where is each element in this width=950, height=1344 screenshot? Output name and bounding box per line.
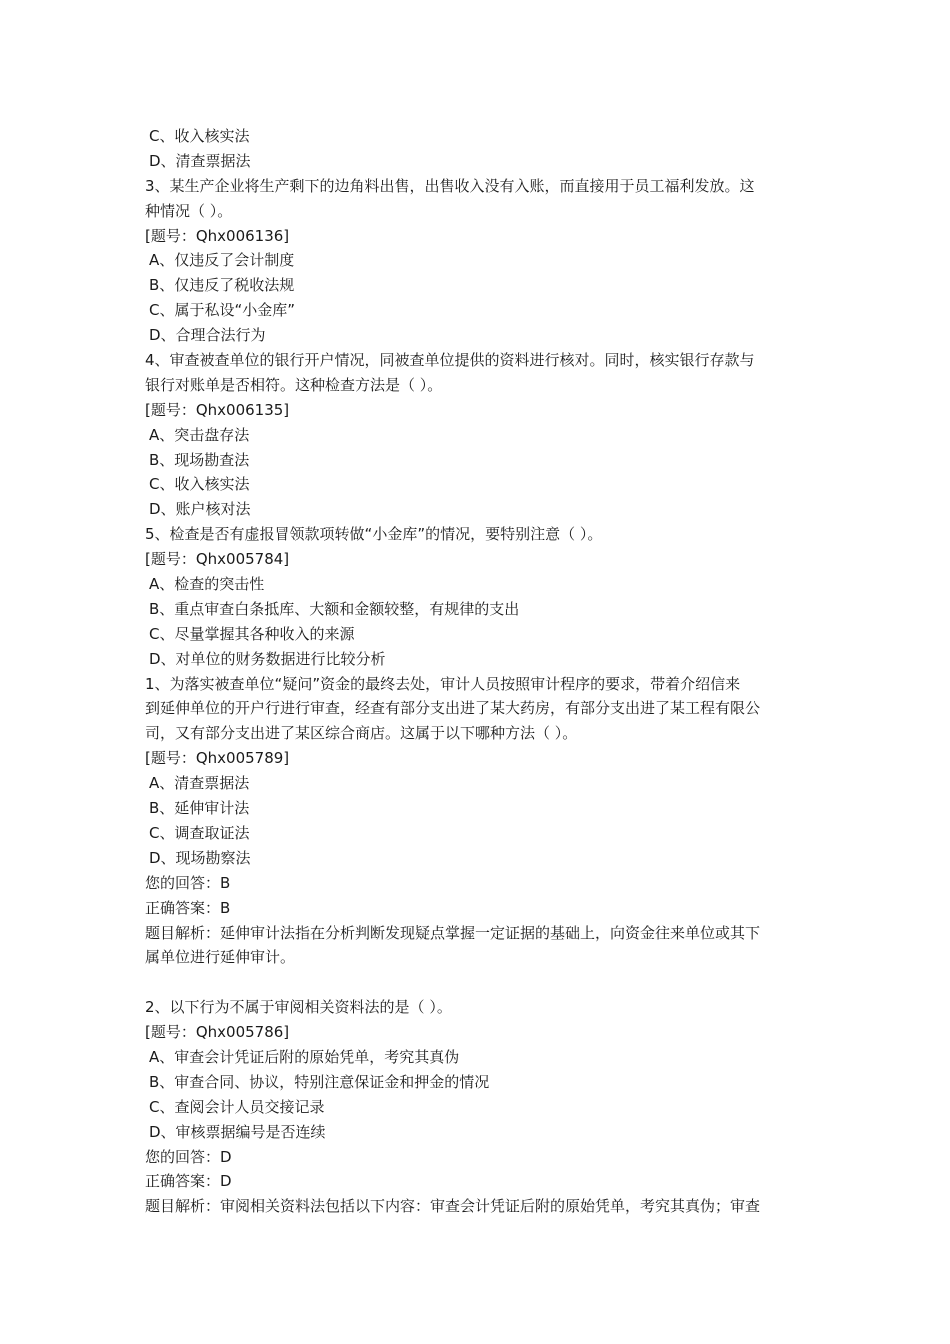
question-5-text: 5、检查是否有虚报冒领款项转做“小金库”的情况，要特别注意（ ）。 xyxy=(145,525,603,544)
option-d: D、现场勘察法 xyxy=(149,848,251,867)
option-c: C、尽量掌握其各种收入的来源 xyxy=(149,624,355,643)
option-d: D、清查票据法 xyxy=(149,151,251,170)
option-c: C、查阅会计人员交接记录 xyxy=(149,1097,325,1116)
question-1-text: 1、为落实被查单位“疑问”资金的最终去处，审计人员按照审计程序的要求，带着介绍信来 xyxy=(145,674,741,693)
correct-answer: 正确答案：D xyxy=(145,1172,232,1191)
question-1-text-cont: 到延伸单位的开户行进行审查，经查有部分支出进了某大药房，有部分支出进了某工程有限公 xyxy=(145,699,761,718)
option-d: D、合理合法行为 xyxy=(149,326,266,345)
option-a: A、检查的突击性 xyxy=(149,575,265,594)
explanation: 题目解析：延伸审计法指在分析判断发现疑点掌握一定证据的基础上，向资金往来单位或其下 xyxy=(145,923,761,942)
question-1-text-cont: 司，又有部分支出进了某区综合商店。这属于以下哪种方法（ ）。 xyxy=(145,724,578,743)
option-b: B、现场勘查法 xyxy=(149,450,250,469)
your-answer: 您的回答：D xyxy=(145,1147,232,1166)
option-b: B、仅违反了税收法规 xyxy=(149,276,295,295)
option-d: D、账户核对法 xyxy=(149,500,251,519)
question-3-text-cont: 种情况（ ）。 xyxy=(145,201,233,220)
option-a: A、清查票据法 xyxy=(149,774,250,793)
option-a: A、仅违反了会计制度 xyxy=(149,251,295,270)
option-a: A、审查会计凭证后附的原始凭单，考究其真伪 xyxy=(149,1047,460,1066)
question-4-text: 4、审查被查单位的银行开户情况，同被查单位提供的资料进行核对。同时，核实银行存款与 xyxy=(145,351,755,370)
document-page xyxy=(145,124,809,1219)
explanation: 题目解析：审阅相关资料法包括以下内容：审查会计凭证后附的原始凭单，考究其真伪；审查 xyxy=(145,1197,761,1216)
your-answer: 您的回答：B xyxy=(145,873,231,892)
question-id: [题号：Qhx006136] xyxy=(145,226,290,245)
question-id: [题号：Qhx005786] xyxy=(145,1023,290,1042)
explanation-cont: 属单位进行延伸审计。 xyxy=(145,948,296,967)
option-c: C、收入核实法 xyxy=(149,475,250,494)
question-4-text-cont: 银行对账单是否相符。这种检查方法是（ ）。 xyxy=(145,375,443,394)
option-b: B、重点审查白条抵库、大额和金额较整，有规律的支出 xyxy=(149,599,520,618)
option-d: D、审核票据编号是否连续 xyxy=(149,1122,326,1141)
option-c: C、属于私设“小金库” xyxy=(149,301,296,320)
question-id: [题号：Qhx005784] xyxy=(145,550,290,569)
option-b: B、延伸审计法 xyxy=(149,799,250,818)
option-d: D、对单位的财务数据进行比较分析 xyxy=(149,649,386,668)
option-c: C、调查取证法 xyxy=(149,823,250,842)
correct-answer: 正确答案：B xyxy=(145,898,231,917)
option-a: A、突击盘存法 xyxy=(149,425,250,444)
question-3-text: 3、某生产企业将生产剩下的边角料出售，出售收入没有入账，而直接用于员工福利发放。这 xyxy=(145,176,755,195)
option-b: B、审查合同、协议，特别注意保证金和押金的情况 xyxy=(149,1072,490,1091)
question-id: [题号：Qhx006135] xyxy=(145,400,290,419)
option-c: C、收入核实法 xyxy=(149,127,250,145)
question-id: [题号：Qhx005789] xyxy=(145,749,290,768)
question-2-text: 2、以下行为不属于审阅相关资料法的是（ ）。 xyxy=(145,998,452,1017)
blank-line xyxy=(145,970,809,995)
